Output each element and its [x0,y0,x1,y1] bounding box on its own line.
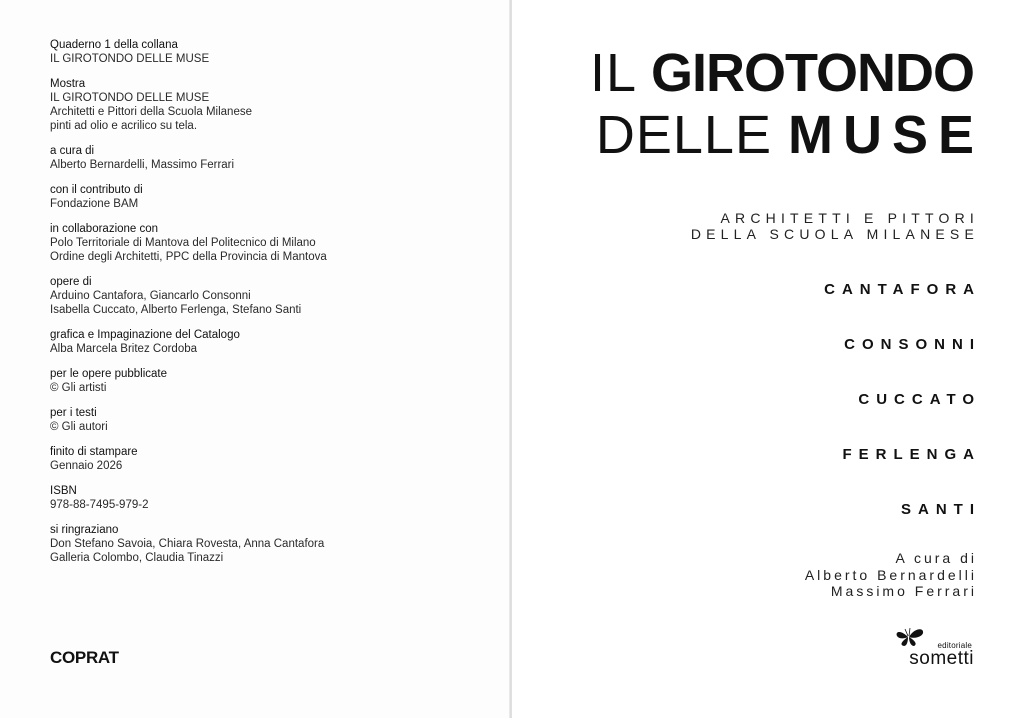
colophon-line: IL GIROTONDO DELLE MUSE [50,53,210,65]
title-line-1 [590,42,974,104]
title-line-2 [590,104,984,166]
colophon-block-isbn [50,484,480,512]
colophon-block-collaboration [50,222,480,264]
colophon-line: Ordine degli Architetti, PPC della Provincia di Mantova [50,251,327,263]
artist-name: FERLENGA [842,446,981,463]
colophon-heading: Mostra [50,78,86,90]
artist-name: CANTAFORA [824,281,981,298]
colophon-heading: ISBN [50,485,77,497]
title-main-word: MUSE [787,105,984,165]
colophon-line: Don Stefano Savoia, Chiara Rovesta, Anna Cantafora [50,538,325,550]
colophon-heading: per le opere pubblicate [50,368,167,380]
curators [804,550,977,600]
colophon-block-graphics [50,328,480,356]
colophon-line: Arduino Cantafora, Giancarlo Consonni [50,290,251,302]
colophon-line: IL GIROTONDO DELLE MUSE [50,92,210,104]
colophon-line: 978-88-7495-979-2 [50,499,149,511]
colophon-line: Fondazione BAM [50,198,139,210]
colophon-block-contribution [50,183,480,211]
colophon-block-thanks [50,523,480,565]
colophon-block-exhibition [50,77,480,133]
colophon [50,38,480,576]
curator-name: Alberto Bernardelli [804,566,977,583]
colophon-block-curators [50,144,480,172]
publisher-tagline: editoriale [937,641,972,650]
curators-label: A cura di [895,550,977,566]
colophon-heading: si ringraziano [50,524,119,536]
subtitle-line: ARCHITETTI E PITTORI [720,210,979,226]
colophon-block-works-copyright [50,367,480,395]
publisher-logo [874,627,974,671]
colophon-heading: finito di stampare [50,446,138,458]
colophon-page [0,0,510,718]
title-prefix: DELLE [595,105,788,165]
colophon-line: © Gli autori [50,421,108,433]
artist-name: CONSONNI [844,336,981,353]
colophon-heading: a cura di [50,145,95,157]
colophon-line: Polo Territoriale di Mantova del Politecnico di Milano [50,237,316,249]
colophon-line: © Gli artisti [50,382,107,394]
colophon-heading: grafica e Impaginazione del Catalogo [50,329,240,341]
colophon-heading: per i testi [50,407,97,419]
printer-name: COPRAT [50,648,119,667]
curator-name: Massimo Ferrari [830,583,977,599]
colophon-line: Alberto Bernardelli, Massimo Ferrari [50,159,235,171]
colophon-line: Alba Marcela Britez Cordoba [50,343,198,355]
colophon-heading: opere di [50,276,92,288]
artist-name: SANTI [901,501,981,518]
title-main-word: GIROTONDO [650,43,974,103]
colophon-line: Isabella Cuccato, Alberto Ferlenga, Stefano Santi [50,304,302,316]
colophon-block-series [50,38,480,66]
colophon-line: pinti ad olio e acrilico su tela. [50,120,198,132]
book-subtitle [690,210,979,242]
colophon-block-texts-copyright [50,406,480,434]
colophon-block-printing [50,445,480,473]
colophon-heading: in collaborazione con [50,223,159,235]
book-title [589,42,984,166]
butterfly-icon [894,627,934,647]
publisher-name: sometti [909,648,974,669]
colophon-block-works [50,275,480,317]
colophon-heading: con il contributo di [50,184,143,196]
artist-name: CUCCATO [858,391,981,408]
artist-list [824,280,981,555]
colophon-heading: Quaderno 1 della collana [50,39,178,51]
title-page [512,0,1024,718]
colophon-line: Galleria Colombo, Claudia Tinazzi [50,552,224,564]
colophon-line: Gennaio 2026 [50,460,123,472]
colophon-line: Architetti e Pittori della Scuola Milanese [50,106,252,118]
subtitle-line: DELLA SCUOLA MILANESE [690,226,979,242]
title-prefix: IL [589,43,651,103]
